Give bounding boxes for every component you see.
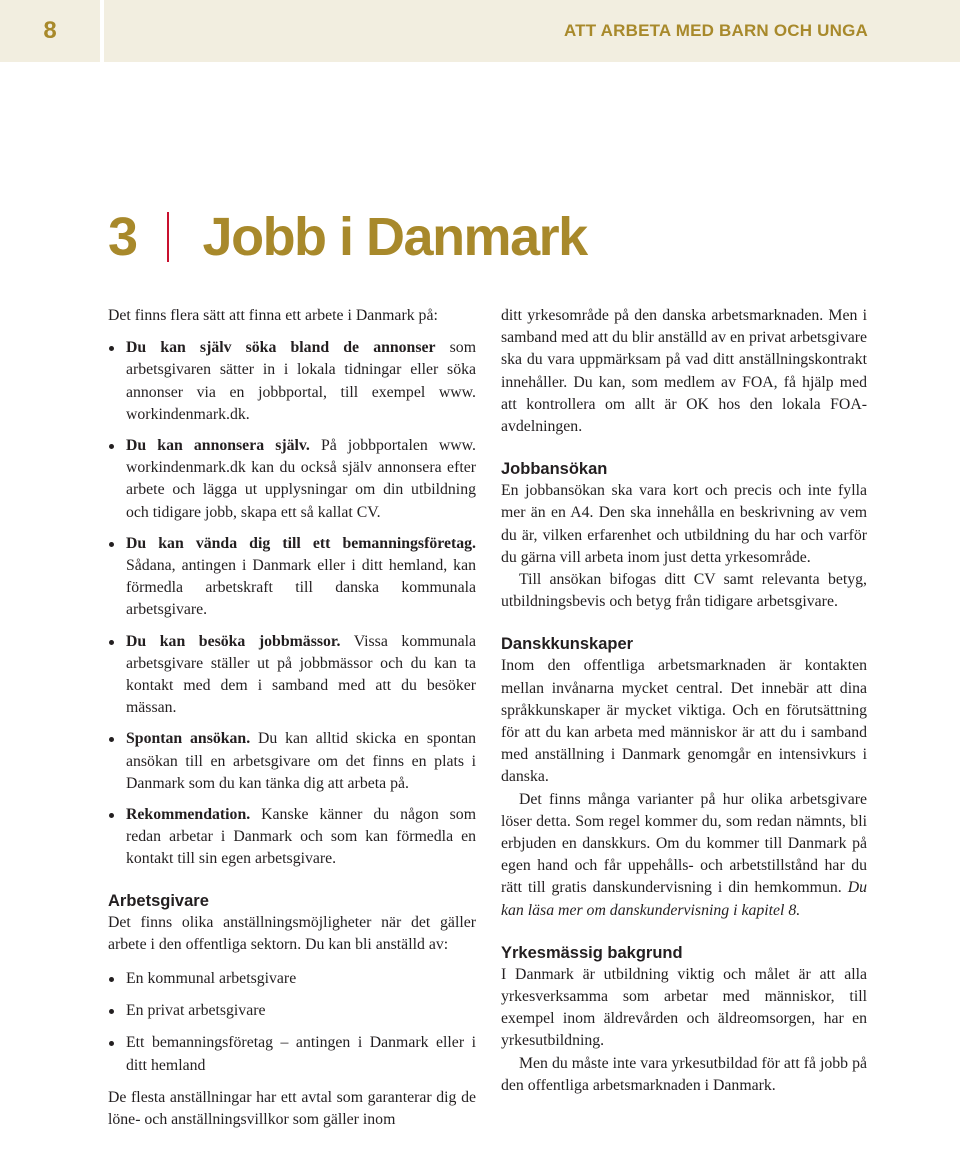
running-title-text: ATT ARBETA MED BARN OCH UNGA (563, 21, 868, 40)
list-item-lead: Du kan vända dig till ett bemanningsföretag. (126, 534, 476, 552)
list-item-text: som arbetsgivaren sätter in i lokala tidningar eller söka annonser via en jobbportal, till exempel www. workindenmark.dk. (126, 339, 476, 423)
list-item: En kommunal arbetsgivare (108, 968, 476, 990)
list-item (108, 435, 476, 524)
list-item-lead: Du kan besöka jobbmässor. (126, 632, 341, 650)
ways-list (108, 337, 476, 870)
section-heading-jobbansokan: Jobbansökan (501, 460, 608, 479)
danskkunskaper-paragraph-1: Inom den offentliga arbetsmarknaden är kontakten mellan invånarna mycket central. Det innebär att dina språkkunskaper är mycket viktiga. Och en förutsättning för att du kan arbeta med människor är att du i samband med anställning i Danmark genomgår en intensivkurs i danska. (501, 657, 867, 786)
list-item: Ett bemanningsföretag – antingen i Danmark eller i ditt hemland (108, 1032, 476, 1076)
list-item (108, 631, 476, 720)
list-item-text: Vissa kommunala arbetsgivare ställer ut på jobbmässor och du kan ta kontakt med dem i samband med att du besöker mässan. (126, 632, 476, 717)
chapter-separator (167, 212, 169, 262)
list-item-lead: Du kan själv söka bland de annonser (126, 339, 436, 357)
section-heading-danskkunskaper: Danskkunskaper (501, 635, 634, 654)
chapter-reference: Du kan läsa mer om danskundervisning i kapitel 8. (501, 879, 867, 919)
list-item-text: Kanske känner du någon som redan arbetar i Danmark och som kan förmedla en kontakt till sin egen arbetsgivare. (126, 806, 476, 868)
list-item: En privat arbetsgivare (108, 1000, 476, 1022)
list-item-lead: Rekommendation. (126, 806, 251, 824)
left-column (108, 305, 476, 1131)
page-header (0, 0, 960, 62)
danskkunskaper-paragraph-2 (501, 789, 867, 922)
chapter-heading (108, 200, 587, 274)
employer-list (108, 968, 476, 1077)
list-item-text: Du kan alltid skicka en spontan ansökan till en arbetsgivare om det finns en plats i Danmark som du kan tänka dig att arbeta på. (126, 730, 476, 792)
page-number: 8 (0, 0, 100, 62)
list-item-text: Sådana, antingen i Danmark eller i ditt hemland, kan förmedla arbetskraft till danska kommunala arbetsgivare. (126, 557, 476, 619)
section-heading-yrkesmassig: Yrkesmässig bakgrund (501, 943, 683, 962)
list-item (108, 804, 476, 871)
jobbansokan-paragraph-1: En jobbansökan ska vara kort och precis och inte fylla mer än en A4. Den ska innehålla en beskrivning av vem du är, vilken erfarenhet och utbildning du har och varför du gärna vill arbeta inom just detta yrkesområde. (501, 482, 867, 566)
list-item-lead: Spontan ansökan. (126, 730, 251, 748)
arbetsgivare-paragraph: Det finns olika anställningsmöjligheter när det gäller arbete i den offentliga sektorn. Du kan bli anställd av: (108, 913, 476, 953)
yrkesmassig-paragraph-1: I Danmark är utbildning viktig och målet är att alla yrkesverksamma som arbetar med människor, till exempel inom äldrevården och äldreomsorgen, har en yrkesutbildning. (501, 965, 867, 1050)
list-item (108, 533, 476, 622)
danskkunskaper-paragraph-2-text: Det finns många varianter på hur olika arbetsgivare löser detta. Som regel kommer du, som redan nämnts, bli erbjuden en danskkurs. Om du kommer till Danmark på egen hand och får uppehålls- och arbetstillstånd har du rätt till gratis danskundervisning i din hemkommun. (501, 790, 867, 897)
jobbansokan-paragraph-2: Till ansökan bifogas ditt CV samt relevanta betyg, utbildningsbevis och betyg från tidigare arbetsgivare. (501, 571, 867, 611)
right-column (501, 305, 867, 1097)
list-item (108, 728, 476, 795)
chapter-title: Jobb i Danmark (202, 207, 587, 267)
yrkesmassig-paragraph-2: Men du måste inte vara yrkesutbildad för att få jobb på den offentliga arbetsmarknaden i Danmark. (501, 1054, 867, 1094)
continued-paragraph: ditt yrkesområde på den danska arbetsmarknaden. Men i samband med att du blir anställd av en privat arbetsgivare ska du vara uppmärksam på vad ditt anställningskontrakt innehåller. Du kan, som medlem av FOA, få hjälp med att kontrollera om allt är OK hos den lokala FOA-avdelningen. (501, 307, 867, 436)
list-item-text: På jobbportalen www. workindenmark.dk kan du också själv annonsera efter arbete och lägga ut upplysningar om din utbildning och tidigare jobb, skapa ett så kallat CV. (126, 437, 476, 521)
list-item (108, 337, 476, 426)
intro-paragraph: Det finns flera sätt att finna ett arbete i Danmark på: (108, 307, 438, 324)
arbetsgivare-closing: De flesta anställningar har ett avtal som garanterar dig de löne- och anställningsvillkor som gäller inom (108, 1088, 476, 1129)
list-item-lead: Du kan annonsera själv. (126, 437, 310, 455)
section-heading-arbetsgivare: Arbetsgivare (108, 891, 209, 910)
chapter-number: 3 (108, 207, 137, 267)
running-title (104, 0, 960, 62)
